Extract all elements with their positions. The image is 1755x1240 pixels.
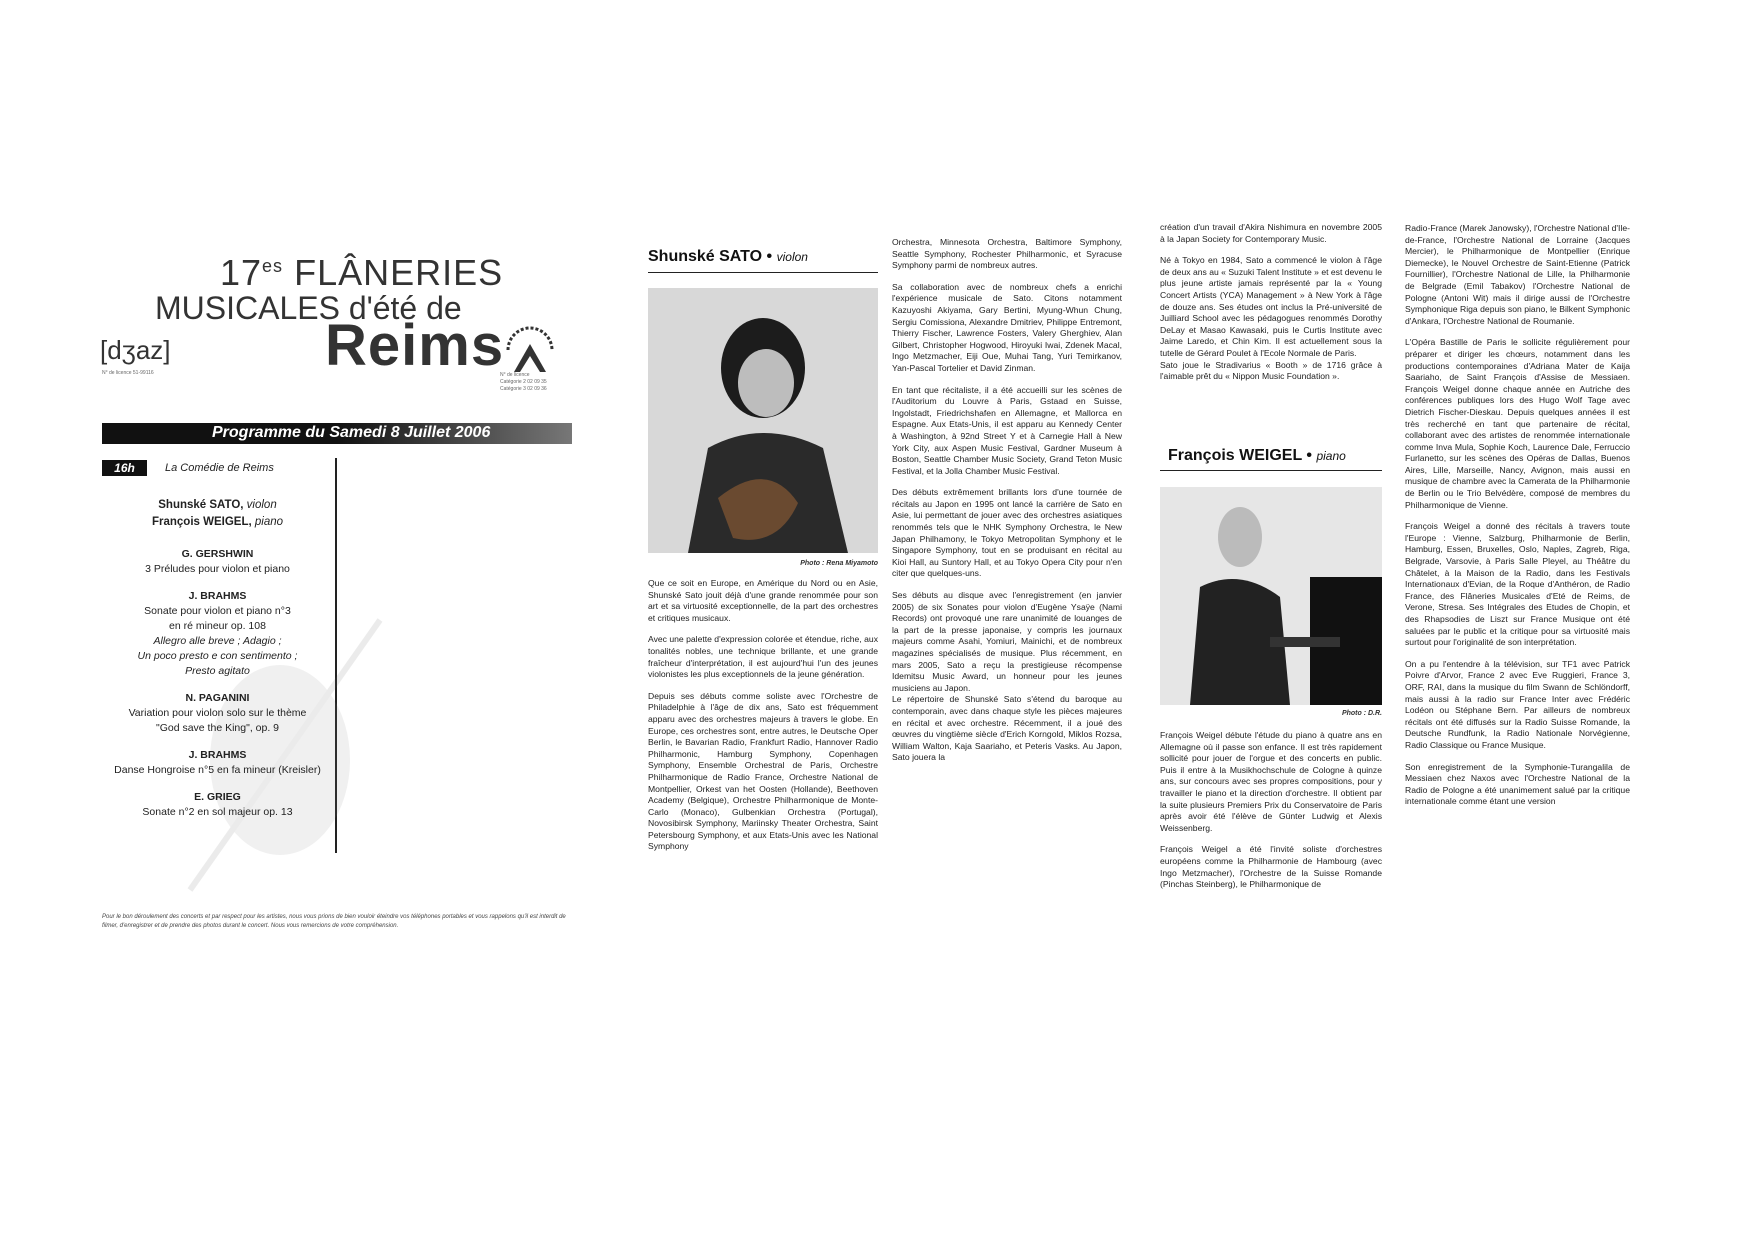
festival-title-line1: $17^{es}$ FLÂNERIES [220,252,504,293]
licence-number: N° de licence 51-99116 [102,370,154,376]
paragraph: Ses débuts au disque avec l'enregistrement (en janvier 2005) de six Sonates pour violon d'Eugène Ysaÿe (Nami Records) ont provoqué une rare unanimité de louanges de la part de la presse japonaise, y compris les journaux majeurs comme Asahi, Yomiuri, Mainichi, et de nombreux magazines spécialisés de musique. Plus récemment, en mars 2005, Sato a reçu la prestigieuse récompense Idemitsu Music Award, un honneur pour les jeunes musiciens au Japon. Le répertoire de Shunské Sato s'étend du baroque au contemporain, avec dans chaque style les pièces majeures en récital et avec orchestre. Récemment, il a joué des œuvres du vingtième siècle d'Erich Korngold, Miklos Rozsa, William Walton, Kaja Saariaho, et Peteris Vasks. Au Japon, Sato jouera la [892,590,1122,763]
weigel-heading-rule [1160,470,1382,471]
programme-footnote: Pour le bon déroulement des concerts et par respect pour les artistes, nous vous prions de bien vouloir éteindre vos téléphones portables et vous rappelons qu'il est interdit de filmer, d'enregistrer et de prendre des photos durant le concert. Nous vous remercions de votre compréhension. [102,914,566,929]
piece-title-line: Danse Hongroise n°5 en fa mineur (Kreisler) [114,764,321,776]
weigel-photo [1160,487,1382,705]
festival-title-line2: MUSICALES d'été de [155,290,462,326]
weigel-heading: François WEIGEL • piano [1168,447,1346,464]
piece-composer: E. GRIEG [194,791,241,803]
paragraph: L'Opéra Bastille de Paris le sollicite régulièrement pour préparer et diriger les chœurs, notamment dans les productions contemporaines d'Adriana Mater de Kaija Saariaho, de Saint François d'Assise de Messiaen. François Weigel donne chaque année en Autriche des conférences publiques lors des Hugo Wolf Tage avec Dietrich Fischer-Dieskau. Depuis quelques années il est très recherché en tant que partenaire de récital, collaborant avec des artistes de renommée internationale comme Inva Mula, Sophie Koch, Laurence Dale, Ferruccio Furlanetto, sur les scènes des Opéras de Dallas, Buenos Aires, Lille, Marseille, Nancy, Avignon, mais aussi en musique de chambre avec la Camerata de la Philharmonie de Berlin ou le Trio Belvédère, composé de membres du Philharmonique de Vienne. [1405,337,1630,510]
paragraph: Orchestra, Minnesota Orchestra, Baltimore Symphony, Seattle Symphony, Rochester Philharmonic, et Syracuse Symphony parmi de nombreux autres. [892,237,1122,271]
weigel-photo-credit: Photo : D.R. [1341,710,1382,717]
paragraph: François Weigel a été l'invité soliste d'orchestres européens comme la Philharmonie de Hambourg (avec Ingo Metzmacher), l'Orchestre de la Suisse Romande (Pinchas Steinberg), le Philharmonique de [1160,844,1382,890]
emblem-category: N° de licence Catégorie 2 02 09 35 Catégorie 3 02 09 36 [500,372,547,392]
piece-title-line: Sonate n°2 en sol majeur op. 13 [142,806,293,818]
programme-piece [100,748,335,778]
paragraph: François Weigel a donné des récitals à travers toute l'Europe : Vienne, Salzburg, Philharmonie de Berlin, Hamburg, Essen, Bruxelles, Oslo, Naples, Zagreb, Riga, Belgrade, Varsovie, à Paris Salle Pleyel, au Théâtre du Châtelet, à la Maison de la Radio, dans les Festivals Internationaux d'Evian, de la Roque d'Anthéron, de Radio France, des Flâneries Musicales d'Eté de Reims, de Verone, Stresa. Ses Intégrales des Etudes de Chopin, et des Rhapsodies de Liszt sur France Musique ont été saluées par le public et la critique pour sa virtuosité mais surtout pour l'originalité de son interprétation. [1405,521,1630,648]
piece-title-line: 3 Préludes pour violon et piano [145,563,290,575]
piece-composer: N. PAGANINI [185,692,250,704]
piece-composer: G. GERSHWIN [181,548,254,560]
paragraph: Des débuts extrêmement brillants lors d'une tournée de récitals au Japon en 1995 ont lancé la carrière de Sato en Asie, lui permettant de jouer avec des orchestres asiatiques renommés tels que le NHK Symphony Orchestra, le New Japan Philhamony, le Tokyo Metropolitan Symphony et le Singapore Symphony, tout en se produisant en récital au Kioi Hall, au Suntory Hall, et au Tokyo Opera City pour n'en citer que quelques-uns. [892,487,1122,579]
piece-title-line: en ré mineur op. 108 [169,620,266,632]
programme-piece [100,547,335,577]
programme-bar-text: Programme du Samedi 8 Juillet 2006 [212,424,491,441]
weigel-column-4 [1405,223,1630,818]
piece-movement-line: Allegro alle breve ; Adagio ; [153,635,282,647]
paragraph: Né à Tokyo en 1984, Sato a commencé le violon à l'âge de deux ans au « Suzuki Talent Institute » et est devenu le plus jeune artiste jamais représenté par la « Young Concert Artists (YCA) Management » à New York à l'âge de douze ans. Ses études ont inclus la Pré-université de Juilliard School avec les pédagogues renommés Dorothy DeLay et Masao Kawasaki, puis le Curtis Institute avec Jaime Laredo, et Chin Kim. Il est actuellement sous la tutelle de Gérard Poulet à l'Ecole Normale de Paris. Sato joue le Stradivarius « Booth » de 1716 grâce à l'aimable prêt du « Nippon Music Foundation ». [1160,255,1382,382]
paragraph: Sa collaboration avec de nombreux chefs a enrichi l'expérience musicale de Sato. Citons notamment Kazuyoshi Akiyama, Gary Bertini, Myung-Whun Chung, Sergiu Comissiona, Alexandre Dmitriev, Philippe Entremont, Thierry Fischer, Lawrence Fosters, Valery Gherghiev, Alan Gilbert, Christopher Hogwood, Hiroyuki Iwai, Zdenek Macal, Ingo Metzmacher, Eiji Oue, Muhai Tang, Yuri Temirkanov, Yan-Pascal Tortelier et David Zinman. [892,281,1122,373]
programme-piece [100,589,335,679]
paragraph: Avec une palette d'expression colorée et étendue, riche, aux tonalités nobles, une technique brillante, et une grande fraîcheur d'interprétation, il est aujourd'hui l'un des jeunes violonistes les plus exceptionnels de la jeune génération. [648,634,878,680]
paragraph: En tant que récitaliste, il a été accueilli sur les scènes de l'Auditorium du Louvre à Paris, Gstaad en Suisse, Ingolstadt, Friedrichshafen en Allemagne, et Mallorca en Espagne. Aux Etats-Unis, il est apparu au Kennedy Center à Washington, à 92nd Street Y et à Carnegie Hall à New York City, aux Aspen Music Festival, Gardner Museum à Boston, Seattle Chamber Music Society, Grand Teton Music Festival, et la Jolla Chamber Music Festival. [892,384,1122,476]
piece-composer: J. BRAHMS [188,749,247,761]
piece-movement-line: Presto agitato [185,665,250,677]
piece-composer: J. BRAHMS [188,590,247,602]
piece-movement-line: Un poco presto e con sentimento ; [137,650,298,662]
paragraph: Son enregistrement de la Symphonie-Turangalila de Messiaen chez Naxos avec l'Orchestre National de la Radio de Pologne a été unanimement salué par la critique internationale comme étant une version [1405,761,1630,807]
paragraph: François Weigel débute l'étude du piano à quatre ans en Allemagne où il passe son enfance. Il est très rapidement sollicité pour jouer de l'orgue et des concerts en public. Puis il entre à la Musikhochschule de Cologne à quinze ans, sur concours avec ses propres compositions, pour y travailler le piano et la direction d'orchestre. Il obtient par la suite plusieurs Premiers Prix du Conservatoire de Paris après avoir été l'élève de Günter Ludwig et Alexis Weissenberg. [1160,730,1382,833]
piece-title-line: "God save the King", op. 9 [155,722,280,734]
festival-title [150,250,510,390]
paragraph: Radio-France (Marek Janowsky), l'Orchestre National d'Ile-de-France, l'Orchestre National de Lorraine (Jacques Mercier), le Philharmonique de Montpellier (Enrique Diemecke), le Nouvel Orchestre de Saint-Etienne (Patrick Fournillier), l'Orchestre National de Lille, la Philharmonie de Belgrade (Emil Tabakov) l'Orchestre National de Pologne (Antoni Wit) mais il dirige aussi de l'Orchestre Symphonique Riga depuis son piano, le Bilkent Symphonic d'Ankara, l'Orchestre National de Roumanie. [1405,223,1630,326]
sato-photo [648,288,878,553]
time-badge: 16h [102,460,147,476]
sato-photo-credit: Photo : Rena Miyamoto [800,560,878,567]
festival-title-reims: Reims [325,313,505,378]
programme-artists: Shunské SATO, violon François WEIGEL, piano [151,499,284,528]
dzaz-logo: [dʒaz] [100,335,171,365]
weigel-column-3 [1160,730,1382,901]
paragraph: Depuis ses débuts comme soliste avec l'Orchestre de Philadelphie à l'âge de dix ans, Sato est fréquemment apparu avec des orchestres majeurs à travers le globe. En Europe, ces orchestres sont, entre autres, le Deutsche Oper Berlin, le Bavarian Radio, Frankfurt Radio, Hannover Radio Philharmonic, Hamburg Symphony, Copenhagen Symphony, Ensemble Orchestral de Paris, Orchestre Philharmonique de Radio France, Orchestre National de Montpellier, Orkest van het Oosten (Hollande), Beethoven Academy (Belgique), Orchestre Philharmonique de Monte-Carlo (Monaco), Gulbenkian Orchestra (Portugal), Novosibirsk Symphony, Mariinsky Theater Orchestra, Saint Petersbourg Symphony, et aux Etats-Unis avec les National Symphony [648,690,878,852]
sato-column-3 [1160,222,1382,393]
sato-heading-rule [648,272,878,273]
programme-piece [100,691,335,736]
sato-column-1 [648,578,878,863]
piece-title-line: Sonate pour violon et piano n°3 [144,605,291,617]
paragraph: Que ce soit en Europe, en Amérique du Nord ou en Asie, Shunské Sato jouit déjà d'une grande renommée pour son art et sa virtuosité exceptionnelle, de la part des orchestres et critiques musicaux. [648,578,878,623]
programme-piece [100,790,335,820]
programme-bar [102,423,572,444]
piece-title-line: Variation pour violon solo sur le thème [128,707,307,719]
sato-heading: Shunské SATO • violon [648,248,808,265]
sato-column-2 [892,237,1122,774]
venue: La Comédie de Reims [165,462,274,474]
programme-list [100,497,335,832]
paragraph: création d'un travail d'Akira Nishimura en novembre 2005 à la Japan Society for Contemporary Music. [1160,222,1382,244]
paragraph: On a pu l'entendre à la télévision, sur TF1 avec Patrick Poivre d'Arvor, France 2 avec Eve Ruggieri, France 3, ORF, RAI, dans la musique du film Swann de Schlöndorff, mais aussi à la radio sur France Inter avec Frédéric Lodéon ou Stéphane Bern. Par ailleurs de nombreux récitals ont été diffusés sur la Radio Suisse Romande, la Deutsche Rundfunk, la Radio Nationale Norvégienne, Radio Classique ou France Musique. [1405,658,1630,750]
